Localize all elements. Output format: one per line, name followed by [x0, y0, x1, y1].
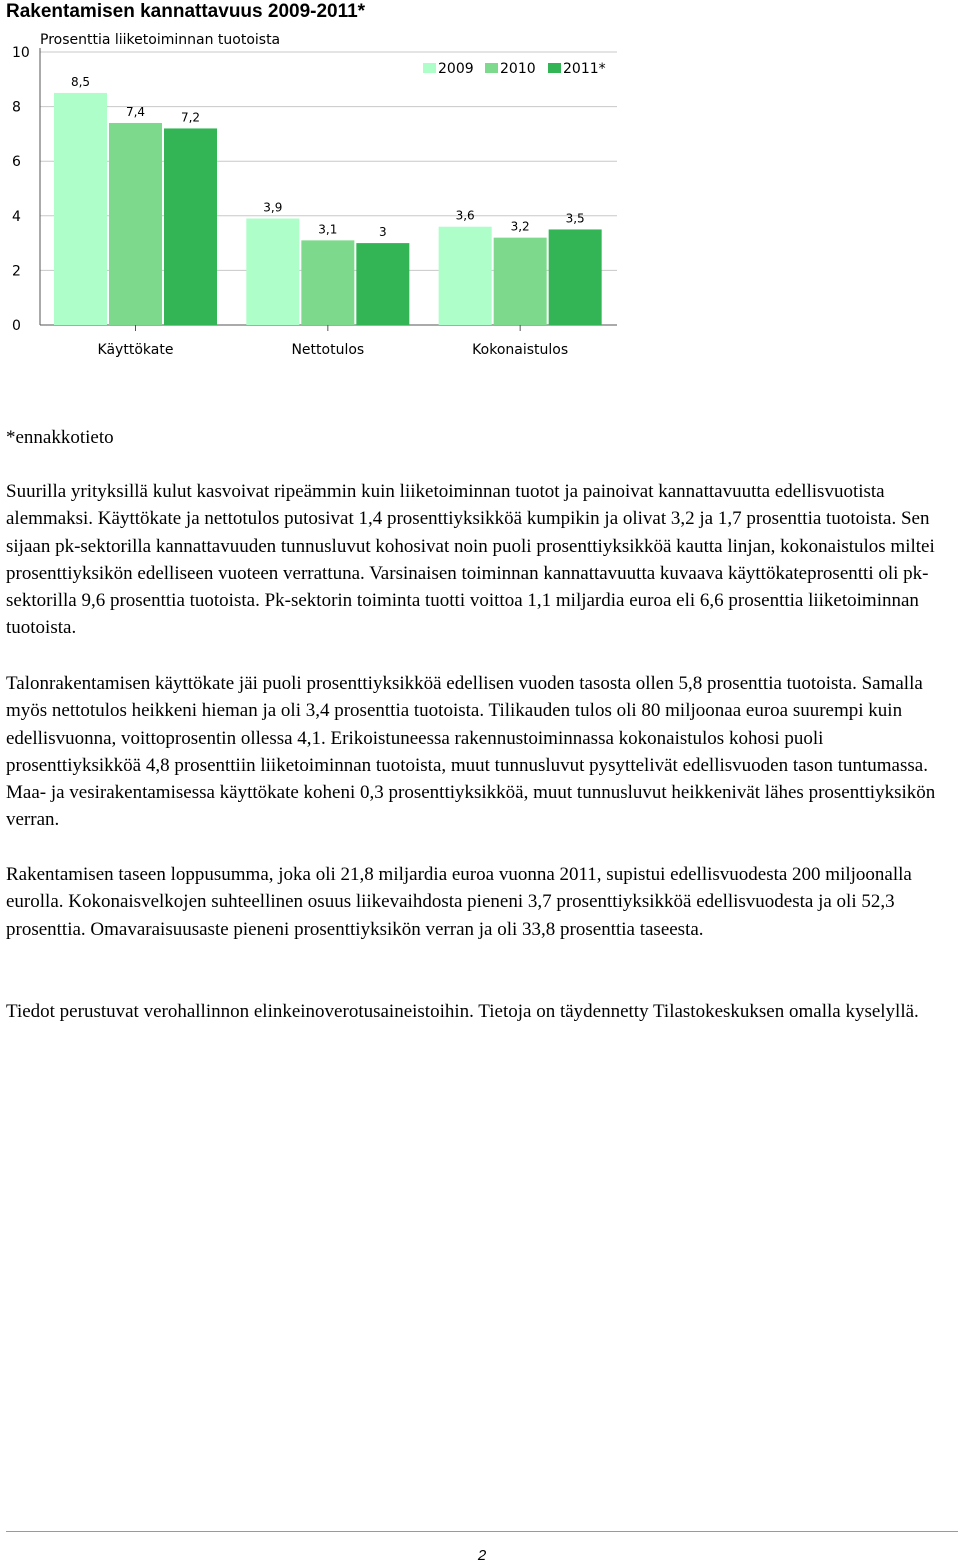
legend-label: 2011*	[563, 61, 606, 77]
bar-value-label: 3,5	[565, 211, 585, 226]
bar-value-label: 7,2	[180, 110, 201, 125]
bar-2010-1	[301, 240, 354, 325]
bar-2009-2	[439, 227, 492, 325]
paragraph-data-sources: Tiedot perustuvat verohallinnon elinkeinoverotusaineistoihin. Tietoja on täydennetty Tilastokeskuksen omalla kyselyllä.	[6, 1001, 919, 1022]
bar-2011*-1	[356, 243, 409, 325]
paragraph-balance-sheet: Rakentamisen taseen loppusumma, joka oli 21,8 miljardia euroa vuonna 2011, supistui edellisvuodesta 200 miljoonalla eurolla. Kokonaisvelkojen suhteellinen osuus liikevaihdosta pieneni 3,7 prosenttiyksikköä edellisvuodesta ja oli 52,3 prosenttia. Omavaraisuusaste pieneni prosenttiyksikön verran ja oli 33,8 prosenttia taseesta.	[6, 864, 912, 940]
profitability-bar-chart	[0, 24, 640, 369]
x-tick-label: Kokonaistulos	[472, 342, 569, 358]
x-tick-label: Käyttökate	[97, 342, 174, 358]
chart-title: Prosenttia liiketoiminnan tuotoista	[40, 32, 281, 48]
bar-2010-0	[109, 123, 162, 325]
page-number: 2	[477, 1547, 487, 1564]
bar-value-label: 3,9	[263, 200, 283, 215]
bar-2011*-0	[164, 128, 217, 325]
legend-swatch-2011*	[548, 63, 561, 73]
bar-value-label: 3	[379, 225, 387, 240]
y-tick-label: 8	[12, 99, 21, 116]
x-tick-label: Nettotulos	[291, 342, 365, 358]
y-tick-label: 0	[12, 318, 21, 334]
bar-value-label: 3,6	[455, 208, 475, 223]
bar-value-label: 3,2	[510, 219, 530, 234]
legend-label: 2009	[438, 61, 474, 77]
bar-2010-2	[494, 238, 547, 325]
y-tick-label: 4	[12, 208, 21, 225]
page-title: Rakentamisen kannattavuus 2009-2011*	[6, 1, 366, 22]
footer-divider	[6, 1531, 958, 1532]
paragraph-building-construction: Talonrakentamisen käyttökate jäi puoli prosenttiyksikköä edellisen vuoden tasosta ollen 5,8 prosenttia tuotoista. Samalla myös nettotulos heikkeni hieman ja oli 3,4 prosenttia tuotoista. Tilikauden tulos oli 80 miljoonaa euroa suurempi kuin edellisvuonna, voittoprosentin ollessa 4,1. Erikoistuneessa rakennustoiminnassa kokonaistulos kohosi puoli prosenttiyksikköä 4,8 prosenttiin liiketoiminnan tuotoista, muut tunnusluvut pysyttelivät edellisvuoden tason tuntumassa. Maa- ja vesirakentamisessa käyttökate koheni 0,3 prosenttiyksikköä, muut tunnusluvut heikkenivät lähes prosenttiyksikön verran.	[6, 673, 936, 831]
bar-value-label: 7,4	[125, 104, 146, 119]
legend-label: 2010	[500, 61, 536, 77]
bar-2009-1	[246, 219, 299, 325]
legend-swatch-2010	[485, 63, 498, 73]
y-tick-label: 6	[12, 154, 21, 171]
bar-value-label: 8,5	[70, 74, 91, 89]
paragraph-large-companies: Suurilla yrityksillä kulut kasvoivat ripeämmin kuin liiketoiminnan tuotot ja painoivat kannattavuutta edellisvuotista alemmaksi. Käyttökate ja nettotulos putosivat 1,4 prosenttiyksikköä kumpikin ja olivat 3,2 ja 1,7 prosenttia tuotoista. Sen sijaan pk-sektorilla kannattavuuden tunnusluvut kohosivat noin puoli prosenttiyksikköä kautta linjan, kokonaistulos miltei prosenttiyksikön edelliseen vuoteen verrattuna. Varsinaisen toiminnan kannattavuutta kuvaava käyttökateprosentti oli pk-sektorilla 9,6 prosenttia tuotoista. Pk-sektorin toiminta tuotti voittoa 1,1 miljardia euroa eli 6,6 prosenttia liiketoiminnan tuotoista.	[6, 481, 935, 639]
footnote: *ennakkotieto	[6, 427, 114, 448]
bar-2011*-2	[549, 229, 602, 325]
bar-2009-0	[54, 93, 107, 325]
y-tick-label: 10	[12, 45, 30, 61]
bar-value-label: 3,1	[318, 222, 338, 237]
y-tick-label: 2	[12, 263, 21, 280]
legend-swatch-2009	[423, 63, 436, 73]
